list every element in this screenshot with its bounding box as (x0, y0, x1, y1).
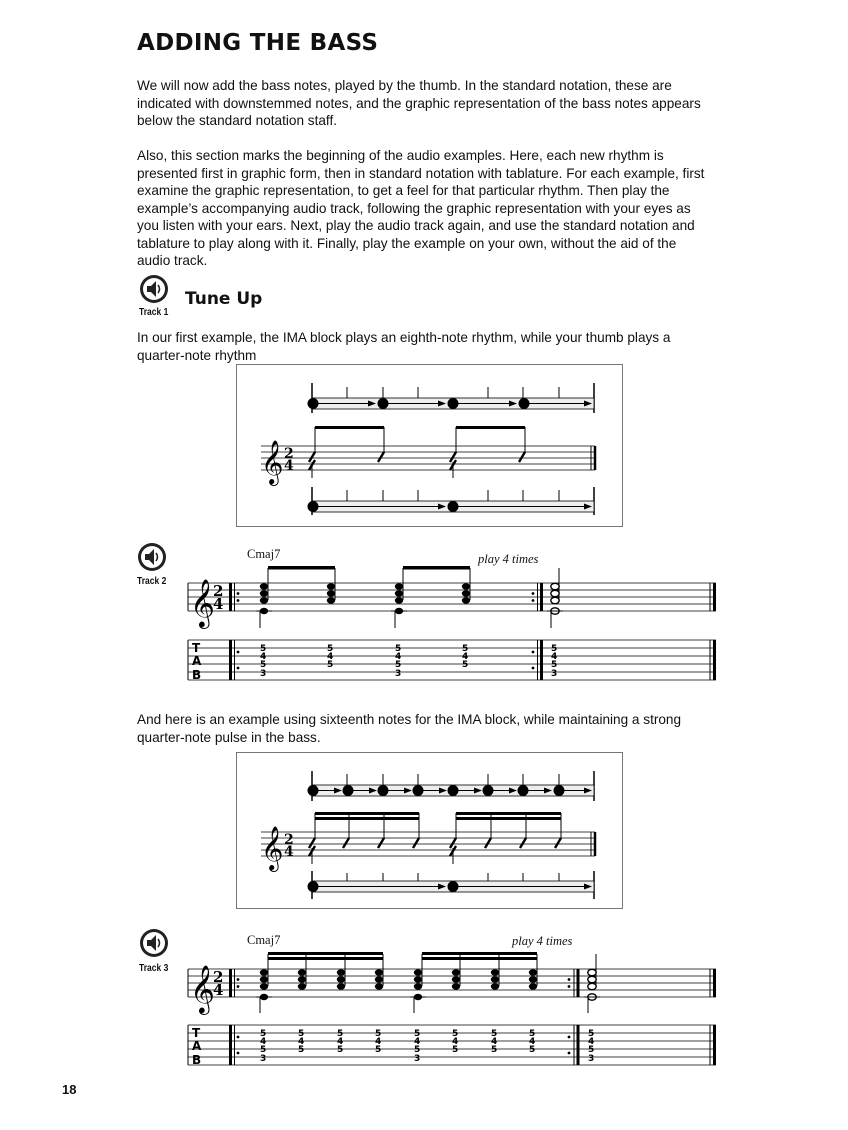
svg-text:5: 5 (551, 644, 558, 654)
repeat-instruction: play 4 times (478, 552, 539, 566)
chord-symbol: Cmaj7 (247, 933, 281, 947)
svg-text:4: 4 (529, 1037, 536, 1047)
svg-text:5: 5 (260, 1029, 267, 1039)
svg-text:2: 2 (213, 582, 224, 600)
track-label-1: Track 1 (139, 307, 169, 318)
svg-text:4: 4 (462, 652, 469, 662)
svg-text:5: 5 (462, 660, 469, 670)
svg-text:4: 4 (337, 1037, 344, 1047)
svg-text:2: 2 (213, 968, 224, 986)
svg-text:5: 5 (529, 1029, 536, 1039)
svg-text:4: 4 (452, 1037, 459, 1047)
track-label-3: Track 3 (139, 963, 169, 974)
chord-symbol: Cmaj7 (247, 547, 281, 561)
section-heading: Tune Up (185, 289, 263, 309)
svg-text:5: 5 (491, 1045, 498, 1055)
svg-text:𝄞: 𝄞 (261, 440, 284, 484)
svg-text:A: A (192, 654, 202, 668)
svg-text:5: 5 (327, 660, 334, 670)
audio-paragraph: Also, this section marks the beginning of the audio examples. Here, each new rhythm is presented first in graphic form, then in standard notation with tablature. For each example, first examine the graphic representation, to get a feel for that particular rhythm. Then play the example’s accompanying audio track, following the graphic representation with your eyes as you listen with your ears. Next, play the audio track again, and use the standard notation and tablature to play along with it. Finally, play the example on your own, without the aid of the audio track. (137, 148, 705, 268)
svg-text:3: 3 (414, 1054, 421, 1064)
svg-text:5: 5 (260, 660, 267, 670)
svg-text:T: T (192, 641, 201, 655)
svg-text:3: 3 (588, 1054, 595, 1064)
svg-text:4: 4 (414, 1037, 421, 1047)
svg-text:A: A (192, 1039, 202, 1053)
svg-text:5: 5 (395, 644, 402, 654)
svg-text:T: T (192, 1026, 201, 1040)
time-sig-bottom: 4 (284, 458, 294, 474)
svg-text:4: 4 (491, 1037, 498, 1047)
svg-text:4: 4 (260, 652, 267, 662)
svg-text:5: 5 (260, 1045, 267, 1055)
svg-text:𝄞: 𝄞 (190, 964, 215, 1013)
svg-text:3: 3 (260, 1054, 267, 1064)
svg-text:B: B (192, 1053, 202, 1067)
svg-text:3: 3 (551, 669, 558, 679)
svg-text:4: 4 (588, 1037, 595, 1047)
svg-text:5: 5 (337, 1045, 344, 1055)
svg-text:5: 5 (588, 1029, 595, 1039)
svg-text:5: 5 (395, 660, 402, 670)
svg-text:4: 4 (213, 981, 224, 999)
svg-text:4: 4 (375, 1037, 382, 1047)
svg-text:5: 5 (260, 644, 267, 654)
svg-text:4: 4 (395, 652, 402, 662)
svg-text:5: 5 (491, 1029, 498, 1039)
page-number: 18 (62, 1082, 77, 1097)
intro-paragraph: We will now add the bass notes, played by the thumb. In the standard notation, these are indicated with downstemmed notes, and the graphic representation of the bass notes appears below the standard notation staff. (137, 78, 701, 128)
svg-text:𝄞: 𝄞 (261, 826, 284, 870)
svg-text:5: 5 (298, 1029, 305, 1039)
svg-text:5: 5 (588, 1045, 595, 1055)
second-example-text: And here is an example using sixteenth notes for the IMA block, while maintaining a strong quarter-note pulse in the bass. (137, 712, 682, 745)
svg-text:2: 2 (284, 832, 294, 848)
svg-text:5: 5 (298, 1045, 305, 1055)
repeat-instruction: play 4 times (512, 934, 573, 948)
svg-text:4: 4 (284, 844, 294, 860)
svg-text:5: 5 (529, 1045, 536, 1055)
svg-text:5: 5 (375, 1045, 382, 1055)
time-sig-top: 2 (284, 446, 294, 462)
svg-text:5: 5 (452, 1045, 459, 1055)
svg-text:5: 5 (327, 644, 334, 654)
svg-text:5: 5 (551, 660, 558, 670)
svg-text:5: 5 (462, 644, 469, 654)
svg-text:3: 3 (260, 669, 267, 679)
svg-text:5: 5 (337, 1029, 344, 1039)
svg-text:5: 5 (452, 1029, 459, 1039)
svg-text:3: 3 (395, 669, 402, 679)
svg-text:𝄞: 𝄞 (190, 578, 215, 627)
svg-text:4: 4 (327, 652, 334, 662)
svg-text:5: 5 (414, 1045, 421, 1055)
svg-text:4: 4 (298, 1037, 305, 1047)
svg-text:4: 4 (551, 652, 558, 662)
svg-text:5: 5 (414, 1029, 421, 1039)
page-title: ADDING THE BASS (137, 30, 379, 56)
track-label-2: Track 2 (137, 576, 167, 587)
first-example-text: In our first example, the IMA block plays an eighth-note rhythm, while your thumb plays a quarter-note rhythm (137, 330, 671, 363)
svg-text:4: 4 (213, 595, 224, 613)
svg-text:5: 5 (375, 1029, 382, 1039)
svg-text:4: 4 (260, 1037, 267, 1047)
svg-text:B: B (192, 668, 202, 682)
